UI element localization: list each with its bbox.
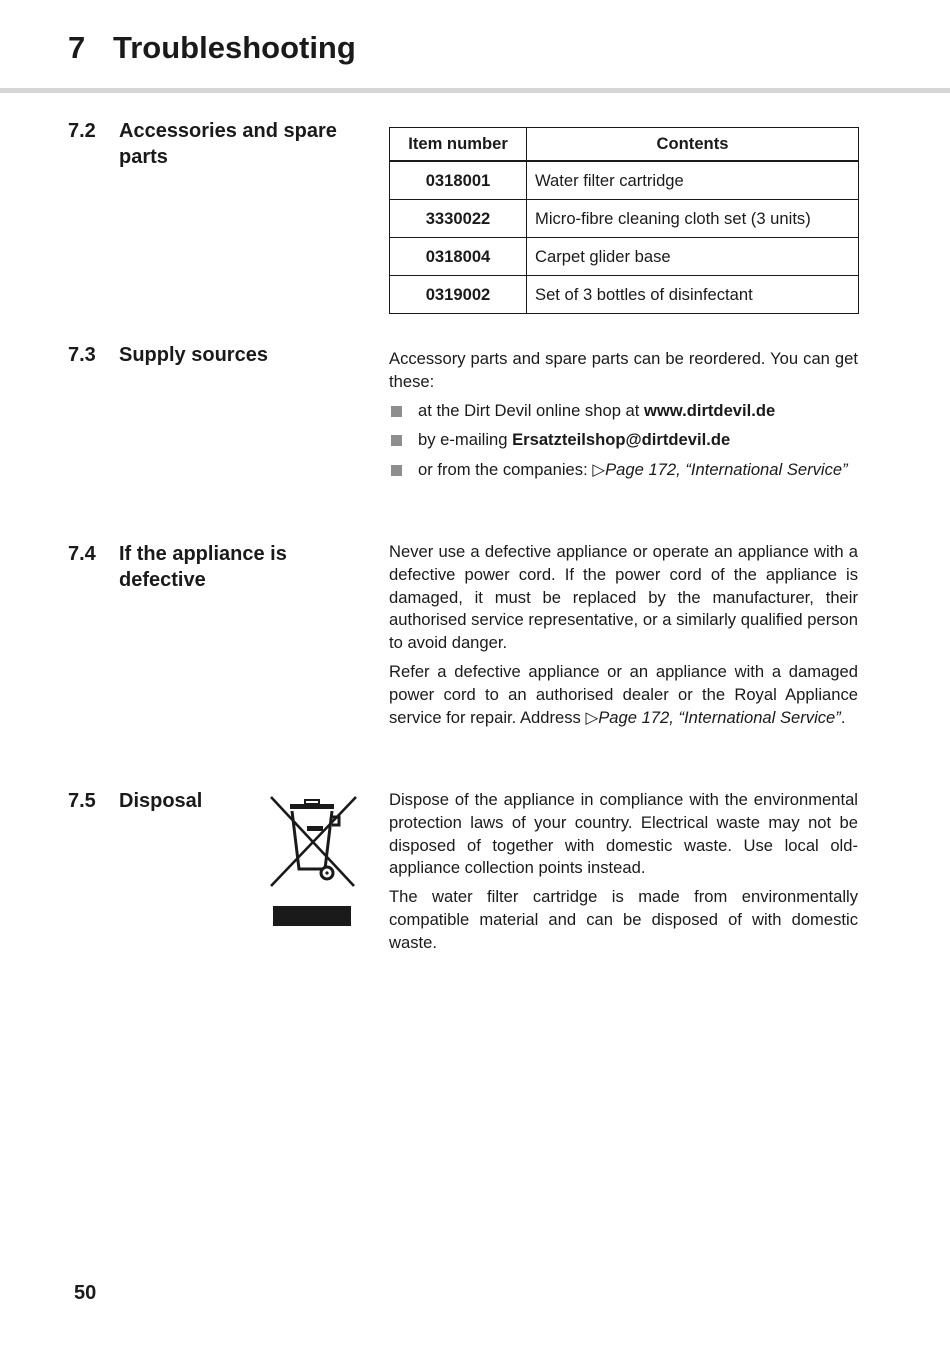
item-number-cell: 0319002 <box>390 276 527 314</box>
list-item-text: by e-mailing <box>418 430 513 450</box>
defective-body <box>389 541 858 735</box>
square-bullet-icon <box>391 465 402 476</box>
section-number: 7.4 <box>68 543 96 565</box>
page-reference-link[interactable]: Page 172, “International Service” <box>598 707 841 727</box>
chapter-header <box>0 0 950 96</box>
spare-parts-table <box>389 127 859 314</box>
supply-intro: Accessory parts and spare parts can be reordered. You can get these: <box>389 349 858 391</box>
section-title: Disposal <box>119 790 203 812</box>
section-number: 7.2 <box>68 120 96 142</box>
disposal-body <box>389 789 858 961</box>
table-header-row <box>390 128 859 162</box>
list-item <box>389 400 858 423</box>
supply-source-list <box>389 400 858 482</box>
square-bullet-icon <box>391 435 402 446</box>
table-row <box>390 238 859 276</box>
header-rule <box>0 88 950 93</box>
contents-cell: Micro-fibre cleaning cloth set (3 units) <box>527 200 859 238</box>
list-item <box>389 429 858 452</box>
section-heading-disposal <box>68 788 268 814</box>
disposal-paragraph-1: Dispose of the appliance in compliance with the environmental protection laws of your country. Electrical waste may not be disposed of together with domestic waste. Use local old-appliance collection points instead. <box>389 790 858 878</box>
page-reference-arrow-icon: ▷ <box>592 460 606 480</box>
section-number: 7.5 <box>68 790 96 812</box>
shop-url-link[interactable]: www.dirtdevil.de <box>643 400 776 420</box>
table-row <box>390 161 859 200</box>
disposal-paragraph-2: The water filter cartridge is made from environmentally compatible material and can be disposed of with domestic waste. <box>389 887 858 952</box>
section-title: Accessories and spare parts <box>119 120 337 168</box>
column-header-item-number: Item number <box>390 128 527 162</box>
contents-cell: Carpet glider base <box>527 238 859 276</box>
section-title: If the appliance is defective <box>119 543 287 591</box>
defective-paragraph-1: Never use a defective appliance or operate an appliance with a defective power cord. If the power cord of the appliance is damaged, it must be replaced by the manufacturer, their authorised service representative, or a similarly qualified person to avoid danger. <box>389 542 858 653</box>
contents-cell: Set of 3 bottles of disinfectant <box>527 276 859 314</box>
chapter-title <box>68 30 356 66</box>
section-title: Supply sources <box>119 344 268 366</box>
chapter-title-text: Troubleshooting <box>113 30 356 65</box>
chapter-number: 7 <box>68 30 86 65</box>
defective-paragraph-2 <box>389 661 858 729</box>
supply-sources-body <box>389 348 858 489</box>
item-number-cell: 0318004 <box>390 238 527 276</box>
crossed-out-wheelie-bin-icon <box>268 795 360 930</box>
list-item <box>389 459 858 482</box>
item-number-cell: 0318001 <box>390 161 527 200</box>
defective-paragraph-2-text: Refer a defective appliance or an appliance with a damaged power cord to an authorised dealer or the Royal Appliance service for repair. Address <box>389 661 858 727</box>
section-heading-defective <box>68 541 328 593</box>
column-header-contents: Contents <box>527 128 859 162</box>
list-item-text: or from the companies: <box>418 460 593 480</box>
page-number: 50 <box>74 1282 97 1304</box>
section-heading-supply-sources <box>68 342 368 368</box>
contents-cell: Water filter cartridge <box>527 161 859 200</box>
shop-email-link[interactable]: Ersatzteilshop@dirtdevil.de <box>512 430 731 450</box>
list-item-text: at the Dirt Devil online shop at <box>418 400 644 420</box>
section-number: 7.3 <box>68 344 96 366</box>
table-row <box>390 200 859 238</box>
page-reference-link[interactable]: Page 172, “International Service” <box>605 460 848 480</box>
page-reference-arrow-icon: ▷ <box>585 707 599 727</box>
square-bullet-icon <box>391 406 402 417</box>
defective-paragraph-2-end: . <box>840 707 846 727</box>
item-number-cell: 3330022 <box>390 200 527 238</box>
table-row <box>390 276 859 314</box>
section-heading-accessories <box>68 118 368 170</box>
